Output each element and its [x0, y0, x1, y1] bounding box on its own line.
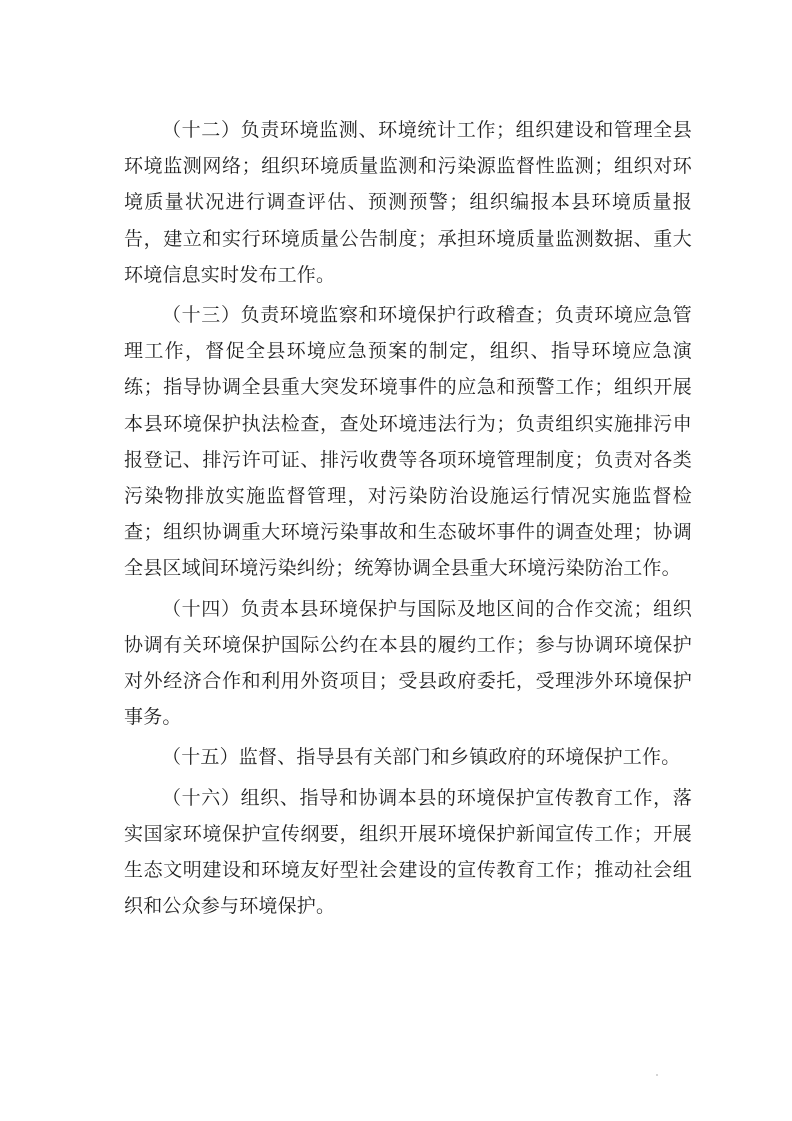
document-body: [124, 112, 692, 928]
paragraph-item-14: （十四）负责本县环境保护与国际及地区间的合作交流；组织协调有关环境保护国际公约在本县的履约工作；参与协调环境保护对外经济合作和利用外资项目；受县政府委托，受理涉外环境保护事务。: [124, 597, 692, 729]
paragraph-item-16: （十六）组织、指导和协调本县的环境保护宣传教育工作，落实国家环境保护宣传纲要，组织开展环境保护新闻宣传工作；开展生态文明建设和环境友好型社会建设的宣传教育工作；推动社会组织和公众参与环境保护。: [124, 786, 692, 918]
paragraph-item-12: （十二）负责环境监测、环境统计工作；组织建设和管理全县环境监测网络；组织环境质量监测和污染源监督性监测；组织对环境质量状况进行调查评估、预测预警；组织编报本县环境质量报告，建立和实行环境质量公告制度；承担环境质量监测数据、重大环境信息实时发布工作。: [124, 119, 692, 286]
scan-speck: [656, 1074, 658, 1076]
paragraph-item-15: （十五）监督、指导县有关部门和乡镇政府的环境保护工作。: [162, 746, 681, 769]
paragraph-item-13: （十三）负责环境监察和环境保护行政稽查；负责环境应急管理工作，督促全县环境应急预案的制定，组织、指导环境应急演练；指导协调全县重大突发环境事件的应急和预警工作；组织开展本县环境保护执法检查，查处环境违法行为；负责组织实施排污申报登记、排污许可证、排污收费等各项环境管理制度；负责对各类污染物排放实施监督管理，对污染防治设施运行情况实施监督检查；组织协调重大环境污染事故和生态破坏事件的调查处理；协调全县区域间环境污染纠纷；统筹协调全县重大环境污染防治工作。: [124, 304, 692, 580]
